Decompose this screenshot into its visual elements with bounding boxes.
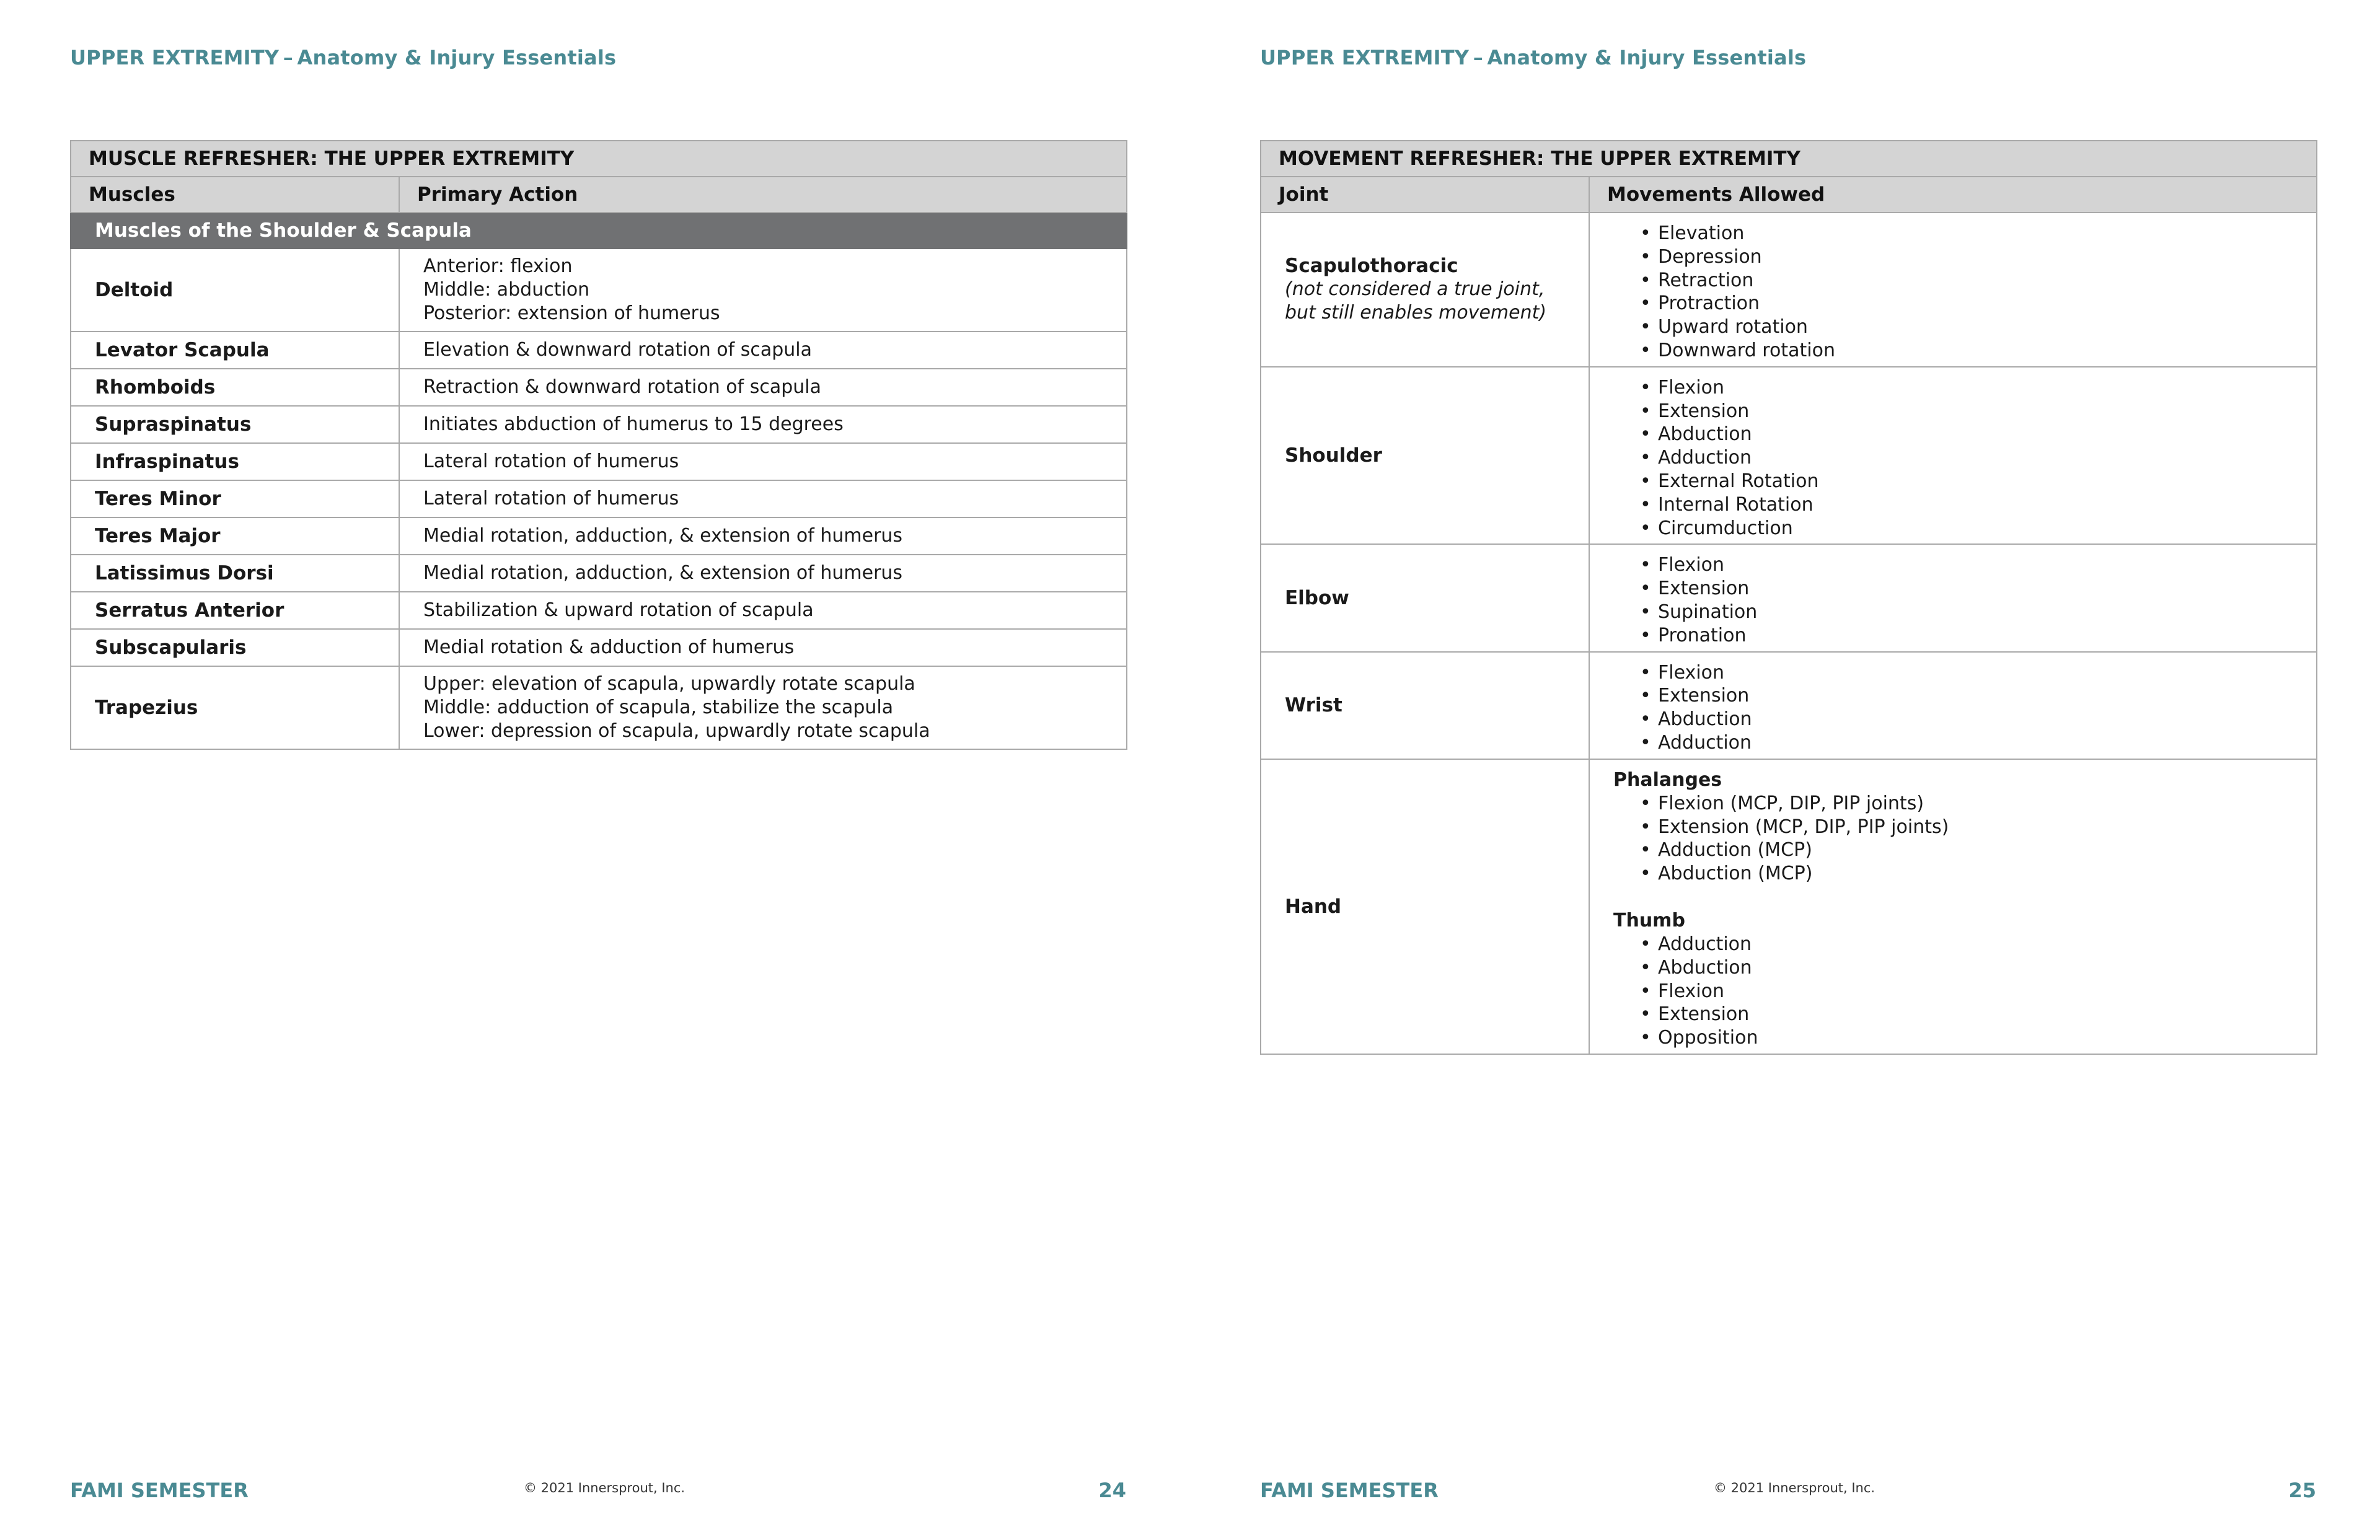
movement-list	[1613, 222, 2316, 363]
column-header-joint: Joint	[1261, 177, 1589, 213]
muscle-name: Rhomboids	[71, 369, 399, 406]
table-row	[71, 480, 1127, 517]
list-item: • Adduction	[1658, 446, 2316, 470]
movements-cell	[1589, 652, 2317, 759]
muscle-name: Subscapularis	[71, 629, 399, 666]
muscle-action: Elevation & downward rotation of scapula	[399, 332, 1127, 369]
table-row	[71, 369, 1127, 406]
table-row	[71, 629, 1127, 666]
running-head: UPPER EXTREMITY – Anatomy & Injury Essentials	[70, 46, 617, 69]
list-item: • Circumduction	[1658, 517, 2316, 540]
joint-name: Wrist	[1261, 652, 1589, 759]
page-number: 25	[2288, 1479, 2316, 1502]
movement-list	[1613, 661, 2316, 755]
page-number: 24	[1098, 1479, 1126, 1502]
list-item: • Supination	[1658, 601, 2316, 624]
group-header: Muscles of the Shoulder & Scapula	[71, 213, 1127, 249]
joint-name: Scapulothoracic	[1285, 255, 1458, 278]
muscle-name: Trapezius	[71, 666, 399, 749]
list-item: • Opposition	[1658, 1026, 2316, 1050]
movements-cell	[1589, 544, 2317, 651]
table-row	[71, 249, 1127, 332]
muscle-name: Serratus Anterior	[71, 592, 399, 629]
column-header-movements: Movements Allowed	[1589, 177, 2317, 213]
joint-name: Hand	[1261, 759, 1589, 1054]
table-row	[1261, 213, 2317, 367]
table-row	[71, 406, 1127, 443]
muscle-action: Medial rotation & adduction of humerus	[399, 629, 1127, 666]
table-row	[71, 592, 1127, 629]
muscle-name: Infraspinatus	[71, 443, 399, 480]
list-item: • External Rotation	[1658, 470, 2316, 493]
muscle-action: Medial rotation, adduction, & extension of humerus	[399, 517, 1127, 555]
muscle-action: Anterior: flexion Middle: abduction Posterior: extension of humerus	[399, 249, 1127, 332]
list-item: • Adduction (MCP)	[1658, 838, 2316, 862]
list-item: • Flexion (MCP, DIP, PIP joints)	[1658, 792, 2316, 816]
right-page	[1190, 0, 2380, 1540]
table-row	[1261, 367, 2317, 545]
table-row	[71, 332, 1127, 369]
list-item: • Internal Rotation	[1658, 493, 2316, 517]
table-row	[1261, 652, 2317, 759]
movements-cell	[1589, 759, 2317, 1054]
muscle-name: Supraspinatus	[71, 406, 399, 443]
list-item: • Retraction	[1658, 269, 2316, 293]
movements-cell	[1589, 213, 2317, 367]
list-item: • Abduction (MCP)	[1658, 862, 2316, 886]
table-row	[71, 443, 1127, 480]
joint-note: (not considered a true joint, but still enables movement)	[1285, 278, 1547, 324]
table-row	[71, 517, 1127, 555]
table-title: MOVEMENT REFRESHER: THE UPPER EXTREMITY	[1261, 141, 2317, 177]
muscle-name: Teres Major	[71, 517, 399, 555]
footer-brand: FAMI SEMESTER	[70, 1479, 249, 1502]
movement-refresher-table	[1260, 140, 2317, 1055]
list-item: • Extension	[1658, 684, 2316, 708]
muscle-name: Deltoid	[71, 249, 399, 332]
list-item: • Extension	[1658, 400, 2316, 423]
table-row	[1261, 544, 2317, 651]
list-item: • Elevation	[1658, 222, 2316, 245]
list-item: • Extension	[1658, 577, 2316, 601]
muscle-action: Retraction & downward rotation of scapula	[399, 369, 1127, 406]
column-header-primary-action: Primary Action	[399, 177, 1127, 213]
list-item: • Adduction	[1658, 933, 2316, 956]
joint-name: Shoulder	[1261, 367, 1589, 545]
list-item: • Flexion	[1658, 553, 2316, 577]
table-title: MUSCLE REFRESHER: THE UPPER EXTREMITY	[71, 141, 1127, 177]
table-row	[1261, 759, 2317, 1054]
list-item: • Extension (MCP, DIP, PIP joints)	[1658, 816, 2316, 839]
muscle-name: Latissimus Dorsi	[71, 555, 399, 592]
list-item: • Adduction	[1658, 731, 2316, 755]
list-item: • Abduction	[1658, 708, 2316, 731]
muscle-refresher-table	[70, 140, 1127, 750]
footer-copyright: © 2021 Innersprout, Inc.	[524, 1481, 685, 1495]
list-item: • Upward rotation	[1658, 315, 2316, 339]
list-item: • Downward rotation	[1658, 339, 2316, 363]
list-item: • Abduction	[1658, 956, 2316, 980]
list-item: • Flexion	[1658, 376, 2316, 400]
muscle-name: Teres Minor	[71, 480, 399, 517]
list-item: • Pronation	[1658, 624, 2316, 648]
list-item: • Abduction	[1658, 423, 2316, 446]
list-item: • Flexion	[1658, 661, 2316, 685]
muscle-action: Stabilization & upward rotation of scapula	[399, 592, 1127, 629]
list-item: • Protraction	[1658, 292, 2316, 315]
movement-list	[1613, 376, 2316, 540]
phalanges-heading: Phalanges	[1613, 768, 1722, 791]
muscle-action: Initiates abduction of humerus to 15 degrees	[399, 406, 1127, 443]
table-row	[71, 555, 1127, 592]
joint-cell	[1261, 213, 1589, 367]
footer-copyright: © 2021 Innersprout, Inc.	[1714, 1481, 1875, 1495]
list-item: • Depression	[1658, 245, 2316, 269]
muscle-action: Upper: elevation of scapula, upwardly rotate scapula Middle: adduction of scapula, stabilize the scapula Lower: depression of scapula, upwardly rotate scapula	[399, 666, 1127, 749]
muscle-action: Lateral rotation of humerus	[399, 480, 1127, 517]
thumb-heading: Thumb	[1613, 909, 1685, 931]
running-head: UPPER EXTREMITY – Anatomy & Injury Essentials	[1260, 46, 1807, 69]
joint-name: Elbow	[1261, 544, 1589, 651]
movements-cell	[1589, 367, 2317, 545]
muscle-action: Lateral rotation of humerus	[399, 443, 1127, 480]
muscle-name: Levator Scapula	[71, 332, 399, 369]
muscle-action: Medial rotation, adduction, & extension of humerus	[399, 555, 1127, 592]
footer-brand: FAMI SEMESTER	[1260, 1479, 1439, 1502]
table-row	[71, 666, 1127, 749]
movement-list	[1613, 933, 2316, 1050]
movement-list	[1613, 553, 2316, 647]
list-item: • Extension	[1658, 1003, 2316, 1026]
list-item: • Flexion	[1658, 980, 2316, 1003]
column-header-muscles: Muscles	[71, 177, 399, 213]
movement-list	[1613, 792, 2316, 886]
